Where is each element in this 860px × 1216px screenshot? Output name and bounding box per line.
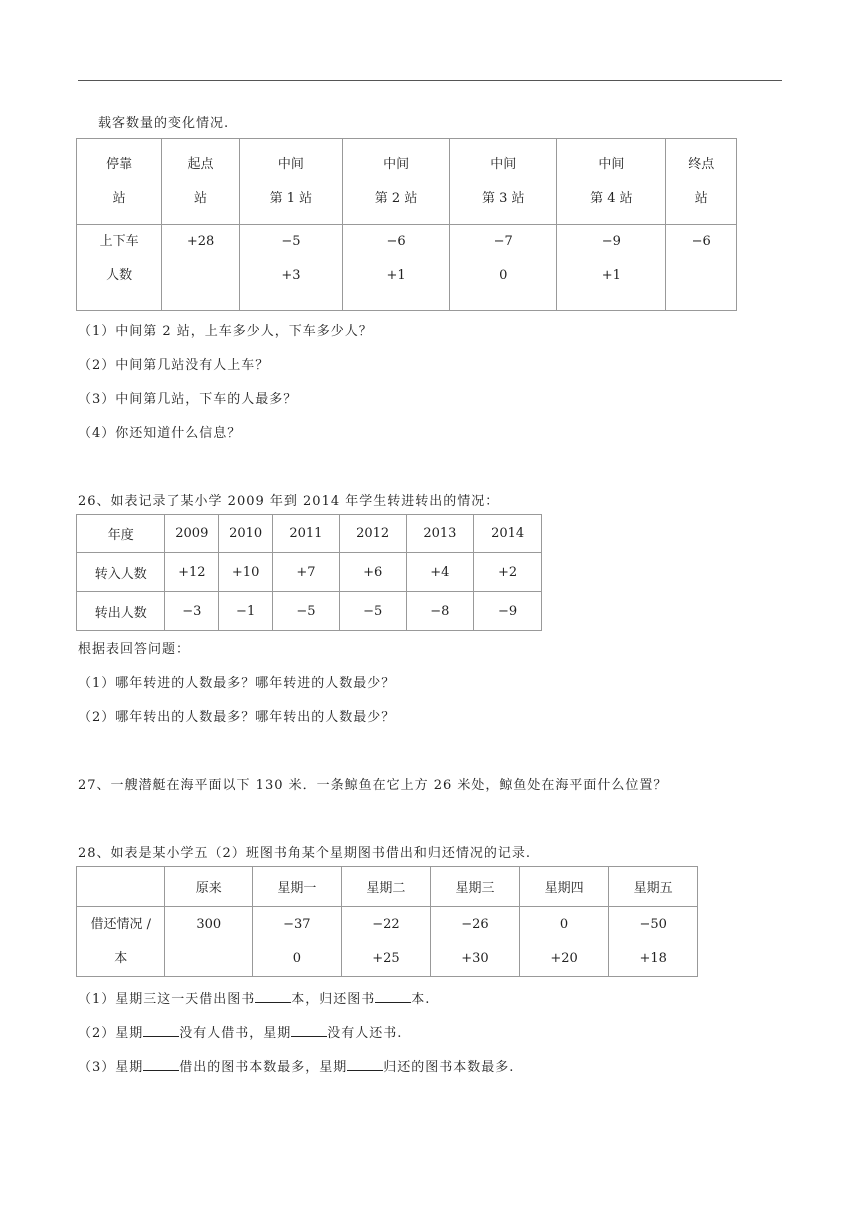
- answer-blank[interactable]: [347, 1059, 383, 1071]
- question-line: （4）你还知道什么信息？: [78, 426, 242, 441]
- table-cell: −26 +30: [431, 907, 520, 977]
- answer-blank[interactable]: [143, 1059, 179, 1071]
- table-cell: +7: [273, 553, 340, 592]
- table-cell: −9: [474, 592, 542, 631]
- student-transfer-table: [76, 514, 542, 631]
- table-cell: −6: [666, 225, 737, 311]
- table-row-header: 借还情况 / 本: [77, 907, 165, 977]
- table-header-cell: 中间 第 1 站: [239, 139, 342, 225]
- table-cell: 星期四: [519, 867, 609, 907]
- table-header-cell: 中间 第 3 站: [450, 139, 557, 225]
- q28-title: 28、如表是某小学五（2）班图书角某个星期图书借出和归还情况的记录.: [78, 846, 531, 861]
- table-cell: −9 +1: [557, 225, 666, 311]
- table-cell: 星期一: [253, 867, 342, 907]
- table-cell: −8: [406, 592, 474, 631]
- q28-question-2: （2）星期 没有人借书，星期 没有人还书.: [78, 1026, 403, 1041]
- table-cell: 转出人数: [77, 592, 165, 631]
- answer-blank[interactable]: [143, 1025, 179, 1037]
- table-cell: 星期五: [609, 867, 698, 907]
- table-cell: 年度: [77, 515, 165, 553]
- header-rule: [78, 80, 782, 81]
- q28-question-1: （1）星期三这一天借出图书 本，归还图书 本.: [78, 992, 431, 1007]
- table-header-cell: 停靠 站: [77, 139, 162, 225]
- table-cell: +2: [474, 553, 542, 592]
- table-cell: −5 +3: [239, 225, 342, 311]
- table-cell: 转入人数: [77, 553, 165, 592]
- table-cell: −22 +25: [341, 907, 431, 977]
- question-line: （1）哪年转进的人数最多？哪年转进的人数最少？: [78, 676, 396, 691]
- table-cell: 2010: [219, 515, 273, 553]
- q26-prompt: 根据表回答问题：: [78, 642, 191, 657]
- table-cell: +10: [219, 553, 273, 592]
- q28-question-3: （3）星期 借出的图书本数最多，星期 归还的图书本数最多.: [78, 1060, 515, 1075]
- question-line: （3）中间第几站，下车的人最多？: [78, 392, 298, 407]
- table-cell: 星期三: [431, 867, 520, 907]
- library-borrow-table: [76, 866, 698, 977]
- table-cell: +4: [406, 553, 474, 592]
- table-cell: 2011: [273, 515, 340, 553]
- table-cell: +28: [162, 225, 240, 311]
- table-cell: −37 0: [253, 907, 342, 977]
- table-cell: −3: [165, 592, 219, 631]
- table-cell: −5: [273, 592, 340, 631]
- section1-intro: 载客数量的变化情况.: [98, 116, 230, 131]
- question-line: （2）哪年转出的人数最多？哪年转出的人数最少？: [78, 710, 396, 725]
- table-cell: −50 +18: [609, 907, 698, 977]
- question-line: （2）中间第几站没有人上车？: [78, 358, 270, 373]
- answer-blank[interactable]: [291, 1025, 327, 1037]
- table-cell: 300: [165, 907, 253, 977]
- answer-blank[interactable]: [255, 991, 291, 1003]
- table-cell: −6 +1: [343, 225, 450, 311]
- table-cell: 2012: [339, 515, 406, 553]
- table-cell: 2009: [165, 515, 219, 553]
- table-header-cell: 起点 站: [162, 139, 240, 225]
- table-cell: 2014: [474, 515, 542, 553]
- table-cell: −1: [219, 592, 273, 631]
- table-cell: 2013: [406, 515, 474, 553]
- answer-blank[interactable]: [375, 991, 411, 1003]
- table-header-cell: 中间 第 2 站: [343, 139, 450, 225]
- table-header-cell: 中间 第 4 站: [557, 139, 666, 225]
- table-cell: +6: [339, 553, 406, 592]
- table-row-header: 上下车 人数: [77, 225, 162, 311]
- bus-passenger-table: [76, 138, 737, 311]
- table-header-cell: 终点 站: [666, 139, 737, 225]
- table-cell: [77, 867, 165, 907]
- table-cell: +12: [165, 553, 219, 592]
- q27-text: 27、一艘潜艇在海平面以下 130 米．一条鲸鱼在它上方 26 米处，鲸鱼处在海平面什么位置？: [78, 778, 668, 793]
- table-cell: −7 0: [450, 225, 557, 311]
- question-line: （1）中间第 2 站，上车多少人，下车多少人？: [78, 324, 373, 339]
- table-cell: 星期二: [341, 867, 431, 907]
- table-cell: 原来: [165, 867, 253, 907]
- table-cell: −5: [339, 592, 406, 631]
- table-cell: 0 +20: [519, 907, 609, 977]
- q26-title: 26、如表记录了某小学 2009 年到 2014 年学生转进转出的情况：: [78, 494, 500, 509]
